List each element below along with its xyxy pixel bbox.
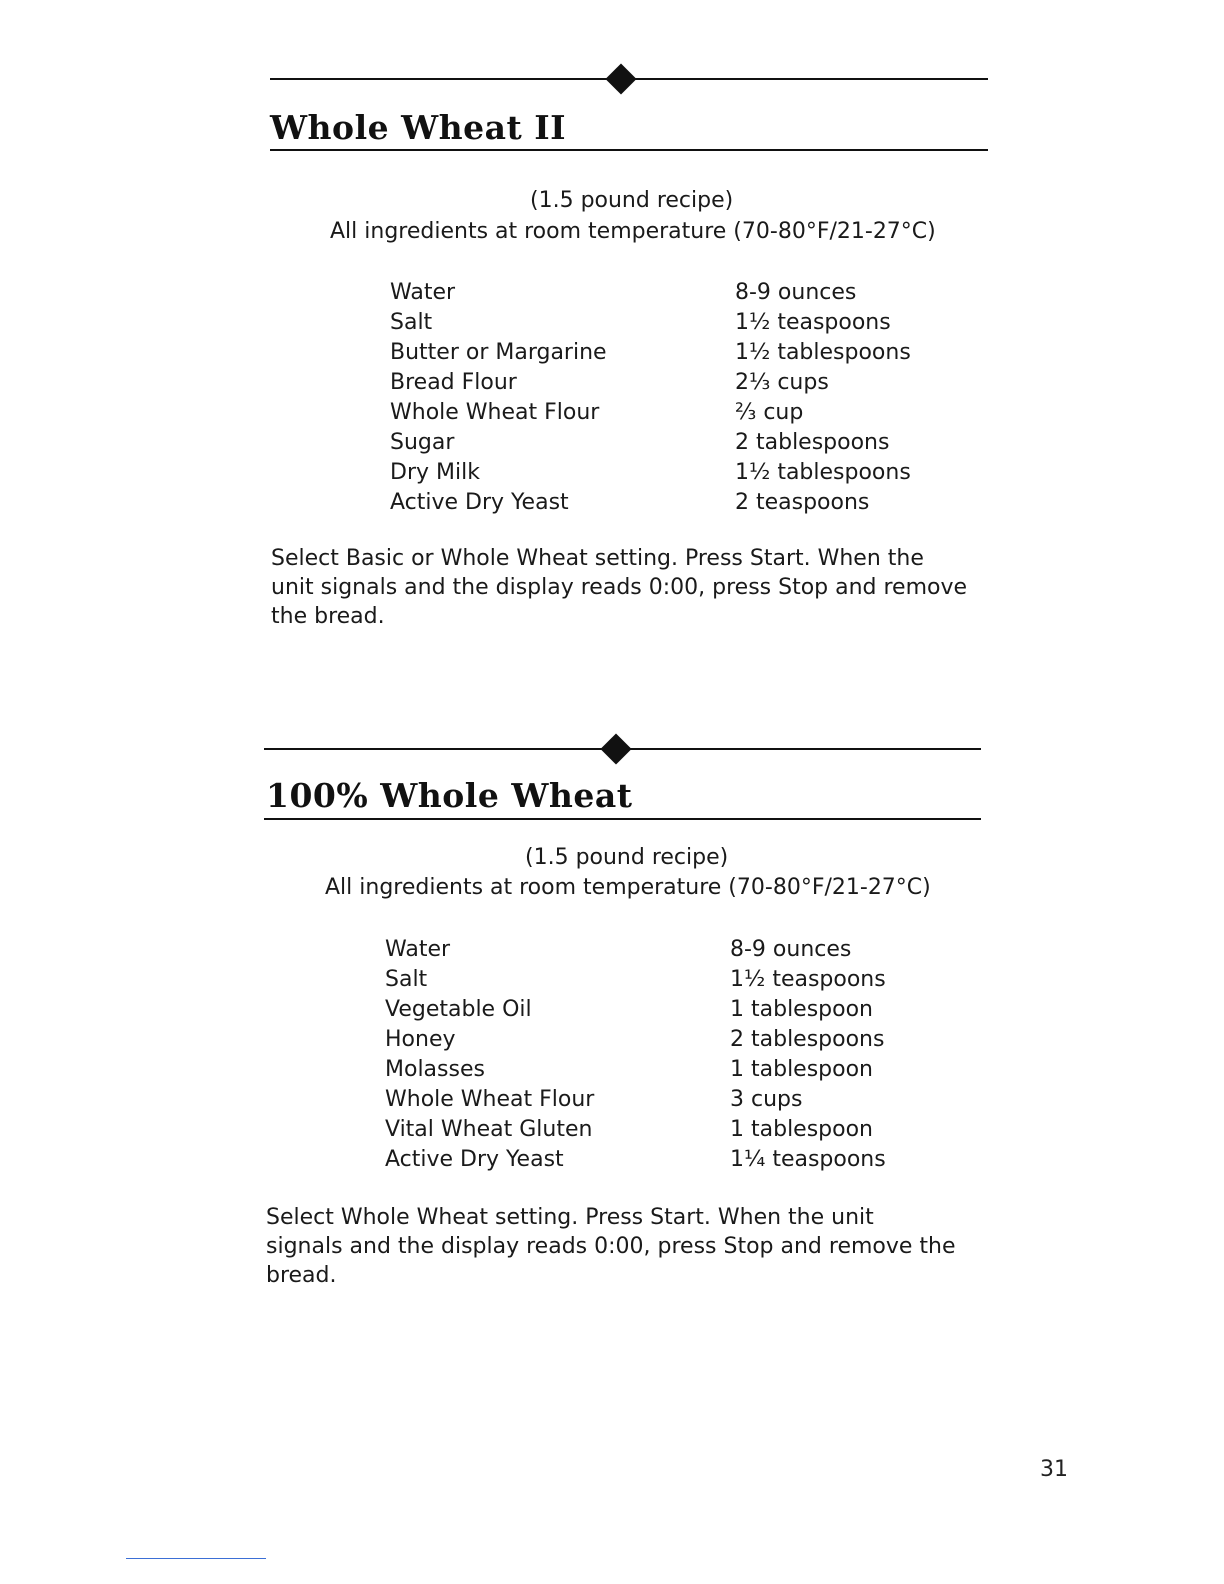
ingredient-row <box>390 430 950 460</box>
ingredient-row <box>390 310 950 340</box>
ingredient-row <box>385 1117 945 1147</box>
ingredient-row <box>385 997 945 1027</box>
recipe-instructions: Select Whole Wheat setting. Press Start. When the unit signals and the display reads 0:00, press Stop and remove the bread. <box>266 1205 956 1288</box>
ingredient-amount: 1½ teaspoons <box>735 310 891 335</box>
ingredient-row <box>390 490 950 520</box>
ingredient-name: Honey <box>385 1027 456 1052</box>
ingredient-row <box>385 1027 945 1057</box>
ingredient-list <box>385 937 945 1177</box>
ingredient-name: Bread Flour <box>390 370 517 395</box>
ingredient-row <box>390 400 950 430</box>
page-number: 31 <box>1040 1457 1068 1482</box>
ingredient-name: Vegetable Oil <box>385 997 532 1022</box>
recipe-instructions: Select Basic or Whole Wheat setting. Press Start. When the unit signals and the display reads 0:00, press Stop and remove the bread. <box>271 546 968 629</box>
temperature-note: All ingredients at room temperature (70-80°F/21-27°C) <box>330 219 936 244</box>
ingredient-name: Vital Wheat Gluten <box>385 1117 593 1142</box>
ingredient-name: Salt <box>390 310 433 335</box>
ingredient-row <box>390 340 950 370</box>
recipe-yield: (1.5 pound recipe) <box>530 188 734 213</box>
ingredient-amount: 1 tablespoon <box>730 1117 873 1142</box>
ingredient-amount: 1 tablespoon <box>730 1057 873 1082</box>
ingredient-amount: 1 tablespoon <box>730 997 873 1022</box>
ingredient-row <box>385 1147 945 1177</box>
ingredient-amount: 1¼ teaspoons <box>730 1147 886 1172</box>
recipe-title: Whole Wheat II <box>270 108 567 147</box>
ingredient-amount: ⅔ cup <box>735 400 804 425</box>
title-underline <box>270 149 988 151</box>
recipe-title: 100% Whole Wheat <box>266 776 633 815</box>
ingredient-amount: 8-9 ounces <box>730 937 852 962</box>
recipe-yield: (1.5 pound recipe) <box>525 845 729 870</box>
ingredient-name: Water <box>385 937 451 962</box>
ingredient-name: Whole Wheat Flour <box>385 1087 595 1112</box>
ingredient-amount: 2⅓ cups <box>735 370 829 395</box>
ingredient-name: Butter or Margarine <box>390 340 607 365</box>
ingredient-row <box>390 280 950 310</box>
footer-link-underline <box>126 1558 266 1559</box>
ingredient-amount: 1½ teaspoons <box>730 967 886 992</box>
ingredient-name: Sugar <box>390 430 455 455</box>
ingredient-amount: 2 tablespoons <box>735 430 890 455</box>
ingredient-name: Salt <box>385 967 428 992</box>
temperature-note: All ingredients at room temperature (70-80°F/21-27°C) <box>325 875 931 900</box>
ingredient-row <box>385 1057 945 1087</box>
ingredient-name: Active Dry Yeast <box>390 490 569 515</box>
ingredient-row <box>390 370 950 400</box>
ingredient-name: Active Dry Yeast <box>385 1147 564 1172</box>
ingredient-row <box>385 1087 945 1117</box>
ingredient-amount: 2 teaspoons <box>735 490 870 515</box>
ingredient-name: Molasses <box>385 1057 485 1082</box>
ingredient-row <box>390 460 950 490</box>
ingredient-amount: 1½ tablespoons <box>735 460 911 485</box>
ingredient-row <box>385 937 945 967</box>
ingredient-amount: 3 cups <box>730 1087 803 1112</box>
ingredient-amount: 1½ tablespoons <box>735 340 911 365</box>
ingredient-name: Whole Wheat Flour <box>390 400 600 425</box>
ingredient-row <box>385 967 945 997</box>
ingredient-name: Water <box>390 280 456 305</box>
title-underline <box>264 818 981 820</box>
ingredient-amount: 8-9 ounces <box>735 280 857 305</box>
ingredient-list <box>390 280 950 520</box>
ingredient-amount: 2 tablespoons <box>730 1027 885 1052</box>
ingredient-name: Dry Milk <box>390 460 480 485</box>
